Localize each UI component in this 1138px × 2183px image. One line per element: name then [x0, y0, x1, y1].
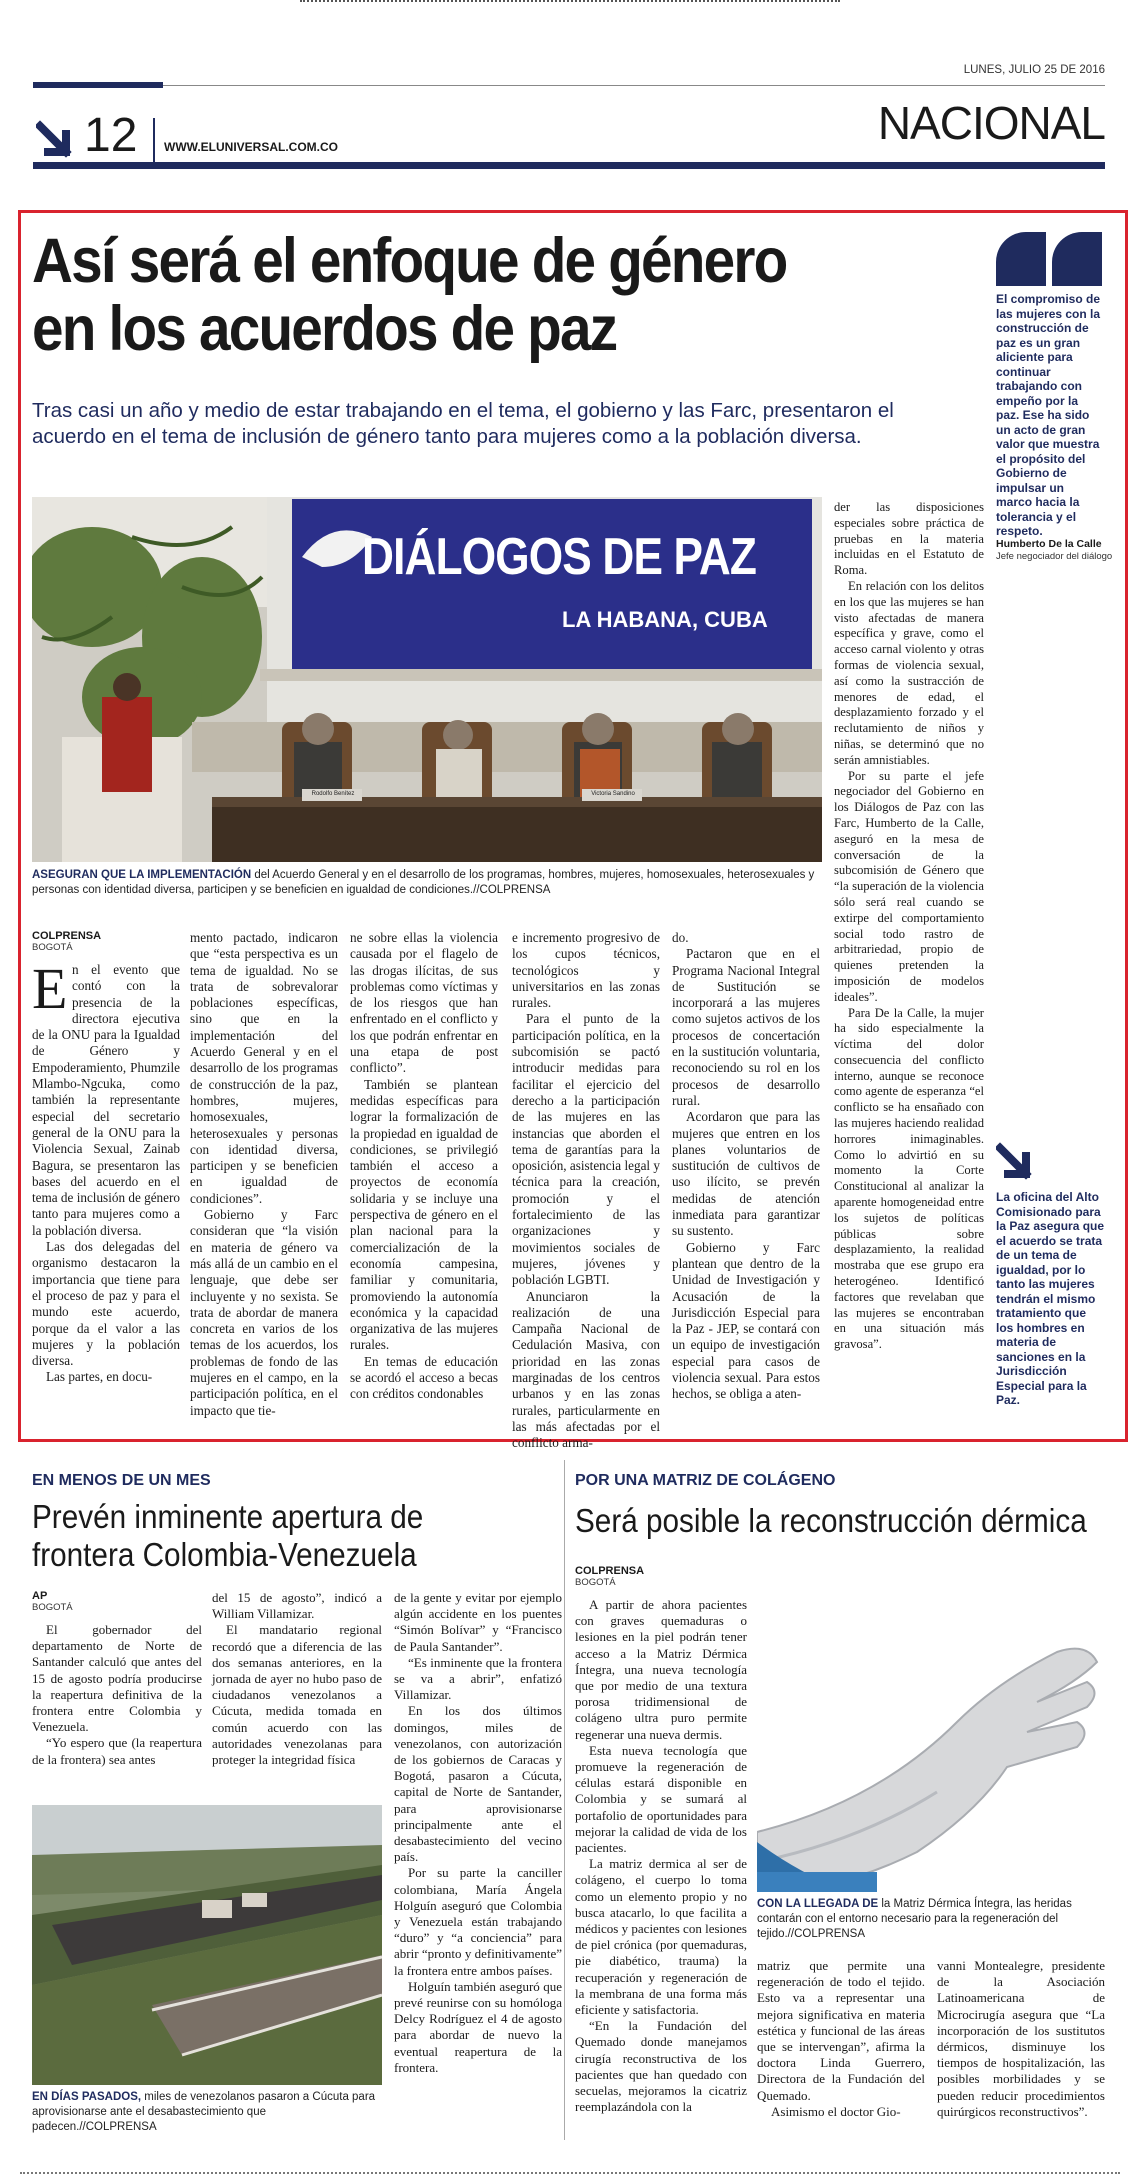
- main-col5-p1: do.: [672, 930, 689, 945]
- main-col3-p3: En temas de educación se acordó el acceso a becas con créditos condonables: [350, 1353, 498, 1402]
- border-col3-p3: En los dos últimos domingos, miles de venezolanos, con autorización de los gobiernos de Caracas y Bogotá, pasaron a Cúcuta, capital de Norte de Santander, para aprovisionarse principalmente ante el desabastecimiento del vecino país.: [394, 1703, 562, 1865]
- border-col-2: [212, 1590, 382, 1768]
- sidebar-note: La oficina del Alto Comisionado para la Paz asegura que el acuerdo se trata de un tema de igualdad, por lo tanto las mujeres tendrán el mismo tratamiento que los hombres en materia de sanciones en la Jurisdicción Especial para la Paz.: [996, 1190, 1105, 1407]
- border-col2-p1: del 15 de agosto”, indicó a William Villamizar.: [212, 1590, 382, 1622]
- main-col-4: [512, 930, 660, 1452]
- skin-photo-caption: [757, 1897, 1107, 1942]
- banner-title: DIÁLOGOS DE PAZ: [362, 528, 757, 586]
- page-arrow-icon: [36, 118, 76, 158]
- section-title: NACIONAL: [877, 97, 1105, 149]
- main-col4-p3: Anunciaron la realización de una Campaña Nacional de Cedulación Masiva, con prioridad en las zonas marginadas de los centros urbanos y en las zonas rurales, particularmente en las más afectadas por el conflicto arma-: [512, 1288, 660, 1451]
- main-col3-p2: También se plantean medidas específicas para lograr la formalización de la propiedad en igualdad de condiciones, se privilegió también el acceso a proyectos de economía solidaria y se incluye una perspectiva de género en el plan nacional para la comercialización de la economía campesina, familiar y comunitaria, promoviendo la autonomía económica y la capacidad organizativa de las mujeres rurales.: [350, 1076, 498, 1353]
- border-headline-1: Prevén inminente apertura de: [32, 1498, 424, 1535]
- main-col1-p2: Las dos delegadas del organismo destacaron la importancia que tiene para el proceso de paz y para el mundo este acuerdo, porque da el valor a las mujeres y la población diversa.: [32, 1239, 180, 1369]
- border-city: BOGOTÁ: [32, 1602, 73, 1613]
- main-col4-p1: e incremento progresivo de los cupos técnicos, tecnológicos y universitarios en las zonas rurales.: [512, 930, 660, 1011]
- main-photo-caption: [32, 868, 822, 898]
- main-headline-line1: Así será el enfoque de género: [32, 226, 787, 296]
- border-col-3: [394, 1590, 562, 2076]
- main-col-5: [672, 930, 820, 1403]
- border-col3-p4: Por su parte la canciller colombiana, María Ángela Holguín aseguró que Colombia y Venezuela están trabajando “duro” y “a conciencia” para abrir “pronto y definitivamente” la frontera entre ambos países.: [394, 1865, 562, 1978]
- main-col5-p2: Pactaron que en el Programa Nacional Integral de Sustitución se incorporará a las mujeres como sujetos activos de los procesos de concertación en la sustitución voluntaria, reconociendo su rol en los procesos de desarrollo rural.: [672, 946, 820, 1108]
- skin-col1-p2: Esta nueva tecnología que promueve la regeneración de células estará disponible en Colombia y se sumará al portafolio de oportunidades para mejorar la calidad de vida de los pacientes.: [575, 1742, 747, 1856]
- top-dots: [300, 0, 840, 4]
- main-col-6: [834, 500, 984, 1353]
- border-col1-p1: El gobernador del departamento de Norte de Santander calculó que antes del 15 de agosto podría producirse la reapertura definitiva de la frontera entre Colombia y Venezuela.: [32, 1622, 202, 1735]
- skin-city: BOGOTÁ: [575, 1577, 616, 1588]
- page-date: LUNES, JULIO 25 DE 2016: [963, 64, 1105, 76]
- banner-subtitle: LA HABANA, CUBA: [562, 607, 768, 632]
- main-caption-lead: ASEGURAN QUE LA IMPLEMENTACIÓN: [32, 869, 252, 881]
- main-col-1: [32, 930, 180, 1386]
- quote-author: Humberto De la Calle: [996, 538, 1102, 550]
- drop-cap: E: [32, 956, 68, 1021]
- skin-col-3: [937, 1958, 1105, 2120]
- main-deck: Tras casi un año y medio de estar trabajando en el tema, el gobierno y las Farc, presentaron el acuerdo en el tema de inclusión de género tanto para mujeres como a la población diversa.: [32, 399, 894, 448]
- main-col3-p1: ne sobre ellas la violencia causada por el flagelo de las drogas ilícitas, de sus problemas como víctimas y de los riesgos que han enfrentado en el conflicto y los que podrán enfrentar en una etapa de post conflicto”.: [350, 930, 498, 1076]
- header-bottom-bar: [33, 162, 1105, 169]
- main-col5-p4: Gobierno y Farc plantean que dentro de la Unidad de Investigación y Acusación de la Jurisdicción Especial para la Paz - JEP, se contará con un equipo de investigación especial para casos de violencia sexual. Para estos hechos, se obliga a aten-: [672, 1239, 820, 1402]
- skin-byline: COLPRENSA: [575, 1565, 645, 1577]
- skin-caption-text: la Matriz Dérmica Íntegra, las heridas contarán con el entorno necesario para la regeneración del tejido.//COLPRENSA: [757, 1898, 1072, 1940]
- skin-col-1: [575, 1565, 747, 2116]
- main-headline-line2: en los acuerdos de paz: [32, 294, 617, 364]
- border-col3-p5: Holguín también aseguró que prevé reunirse con su homóloga Delcy Rodríguez el 4 de agosto para abordar de nuevo la eventual reapertura de la frontera.: [394, 1978, 562, 2075]
- main-col6-p3: Por su parte el jefe negociador del Gobierno en los Diálogos de Paz con las Farc, Humberto de la Calle, aseguró en la mesa de conversación de la subcomisión de Género que “la superación de la violencia sólo será real cuando se extirpe del comportamiento social todo rastro de arbitrariedad, propio de quienes pretenden la imposición de modelos ideales”.: [834, 768, 984, 1004]
- peace-talks-photo: [32, 497, 822, 862]
- bottom-dots: [20, 2172, 1120, 2176]
- bottom-divider: [564, 1460, 565, 2140]
- border-crowd-photo-art: [32, 1805, 382, 2085]
- border-photo-caption: [32, 2090, 382, 2135]
- quote-marks-icon: [996, 232, 1102, 286]
- sidebar-arrow-icon: [996, 1140, 1036, 1180]
- glove-photo: [757, 1572, 1107, 1892]
- header-top-bar: [33, 82, 163, 88]
- skin-col2-p2: Asimismo el doctor Gio-: [771, 2103, 901, 2119]
- main-col6-p4: Para De la Calle, la mujer ha sido especialmente la víctima del dolor consecuencia del conflicto interno, aunque se reconoce como agente de esperanza “el conflicto se ha ensañado con las mujeres haciendo realidad horrores inimaginables. Como lo advirtió en su momento la Corte Constitucional al analizar la aparente homogeneidad entre los sujetos de políticas públicas sobre desplazamiento, la realidad mostraba que ese grupo era heterogéneo. Identificó factores que revelaban que las mujeres se encontraban en una situación más gravosa”.: [834, 1005, 984, 1352]
- main-col2-p2: Gobierno y Farc consideran que “la visión en materia de género va más allá de un cambio en el lenguaje, que debe ser incluyente y no sexista. Se trata de abordar de manera concreta en varios de los temas de los acuerdos, los problemas de fondo de las mujeres en el campo, en la participación política, en el impacto que tie-: [190, 1207, 338, 1418]
- border-byline: AP: [32, 1590, 48, 1602]
- border-headline-2: frontera Colombia-Venezuela: [32, 1536, 417, 1573]
- skin-col2-p1: matriz que permite una regeneración de todo el tejido. Esto va a representar una mejora significativa en materia estética y funcional de las áreas que se intervengan”, afirma la doctora Linda Guerrero, Directora de la Fundación del Quemado.: [757, 1958, 925, 2103]
- border-kicker: EN MENOS DE UN MES: [32, 1472, 211, 1489]
- border-col3-p1: de la gente y evitar por ejemplo algún accidente en los puentes “Simón Bolívar” y “Francisco de Paula Santander”.: [394, 1590, 562, 1654]
- main-col6-p2: En relación con los delitos en los que las mujeres se han visto afectadas de manera específica y grave, como el acceso carnal violento y otras formas de violencia sexual, así como la sustracción de menores de edad, el desplazamiento forzado y el reclutamiento de niños y niñas, se determinó que no serán amnistiables.: [834, 578, 984, 767]
- main-col1-p3: Las partes, en docu-: [46, 1369, 153, 1385]
- border-col2-p2: El mandatario regional recordó que a diferencia de las dos semanas anteriores, en la jornada de ayer no hubo paso de ciudadanos venezolanos a Cúcuta, medida tomada en común acuerdo con las autoridades venezolanas para proteger la integridad física: [212, 1622, 382, 1768]
- border-col1-p2: “Yo espero que (la reapertura de la frontera) sea antes: [32, 1735, 202, 1767]
- header-thin-line: [163, 85, 1105, 86]
- nameplate-2: Victoria Sandino: [591, 791, 635, 797]
- border-caption-lead: EN DÍAS PASADOS,: [32, 2091, 142, 2103]
- pull-quote: El compromiso de las mujeres con la construcción de paz es un gran aliciente para continuar trabajando con empeño por la paz. Ese ha sido un acto de gran valor que muestra el propósito del Gobierno de impulsar un marco hacia la tolerancia y el respeto.: [996, 292, 1101, 538]
- border-crowd-photo: [32, 1805, 382, 2085]
- skin-col-2: [757, 1958, 925, 2120]
- website-link[interactable]: WWW.ELUNIVERSAL.COM.CO: [164, 140, 338, 154]
- glove-photo-art: [757, 1572, 1107, 1892]
- border-col3-p2: “Es inminente que la frontera se va a abrir”, enfatizó Villamizar.: [394, 1654, 562, 1703]
- main-city: BOGOTÁ: [32, 942, 73, 953]
- skin-col3-p1: vanni Montealegre, presidente de la Asociación Latinoamericana de Microcirugía asegura que “La incorporación de los sustitutos dérmicos, disminuye los tiempos de hospitalización, las posibles morbilidades y se pueden reducir procedimientos quirúrgicos reconstructivos”.: [937, 1958, 1105, 2119]
- skin-caption-lead: CON LA LLEGADA DE: [757, 1898, 879, 1910]
- main-col5-p3: Acordaron que para las mujeres que entren en los planes voluntarios de sustitución de cultivos de uso ilícito, se prevén medidas de atención inmediata para garantizar su sustento.: [672, 1109, 820, 1239]
- main-col2-p1: mento pactado, indicaron que “esta perspectiva es un tema de igualdad. No se trata de sobrevalorar poblaciones específicas, sino que en la implementación del Acuerdo General y en el desarrollo de los programas de construcción de la paz, hombres, mujeres, homosexuales, heterosexuales y personas con identidad diversa, participen y se beneficien en igualdad de condiciones”.: [190, 930, 338, 1206]
- page-number: 12: [84, 109, 138, 162]
- main-col6-p1: der las disposiciones especiales sobre práctica de pruebas en la materia incluidas en el Estatuto de Roma.: [834, 500, 984, 578]
- main-col4-p2: Para el punto de la participación política, en la subcomisión se pactó introducir medidas para facilitar el ejercicio del derecho a la participación de las mujeres en las instancias que aborden el tema de garantías para la oposición, asistencia legal y técnica para la creación, promoción y el fortalecimiento de las organizaciones y movimientos sociales de mujeres, jóvenes y población LGBTI.: [512, 1011, 660, 1288]
- skin-col1-p1: A partir de ahora pacientes con graves quemaduras o lesiones en la piel podrán tener acceso a la Matriz Dérmica Íntegra, una nueva tecnología que por medio de una textura porosa tridimensional de colágeno ultra puro permite regenerar una nueva dermis.: [575, 1597, 747, 1742]
- border-caption-text: miles de venezolanos pasaron a Cúcuta para aprovisionarse ante el desabastecimiento que padecen.//COLPRENSA: [32, 2091, 376, 2133]
- skin-col1-p4: “En la Fundación del Quemado donde manejamos cirugía reconstructiva de los pacientes que han quedado con secuelas, mejoramos la cicatriz reemplazándola con la: [575, 2018, 747, 2115]
- main-caption-text: del Acuerdo General y en el desarrollo de los programas, hombres, mujeres, homosexuales, heterosexuales y personas con identidad diversa, participen y se beneficien en igualdad de condiciones.//COLPRENSA: [32, 869, 815, 896]
- border-col-1: [32, 1590, 202, 1768]
- skin-kicker: POR UNA MATRIZ DE COLÁGENO: [575, 1472, 836, 1489]
- skin-headline: Será posible la reconstrucción dérmica: [575, 1502, 1087, 1539]
- main-col-2: [190, 930, 338, 1419]
- nameplate-1: Rodolfo Benítez: [311, 791, 355, 797]
- skin-col1-p3: La matriz dermica al ser de colágeno, el cuerpo lo toma como un elemento propio y no busca atacarlo, lo que facilita a médicos y pacientes con lesiones de piel crónica (por quemaduras, pie diabético, trauma) la recuperación y regeneración de la membrana de una forma más eficiente y satisfactoria.: [575, 1856, 747, 2018]
- main-byline: COLPRENSA: [32, 930, 102, 942]
- header-divider: [153, 118, 155, 168]
- quote-role: Jefe negociador del diálogo: [996, 551, 1113, 562]
- main-col-3: [350, 930, 498, 1403]
- main-col1-p1: n el evento que contó con la presencia de la directora ejecutiva de la ONU para la Igualdad de Género y Empoderamiento, Phumzile Mlambo-Ngcuka, como también la representante especial del secretario general de la ONU para la Violencia Sexual, Zainab Bagura, se presentaron las bases del acuerdo en el tema de inclusión de género tanto para mujeres como a la población diversa.: [32, 962, 180, 1238]
